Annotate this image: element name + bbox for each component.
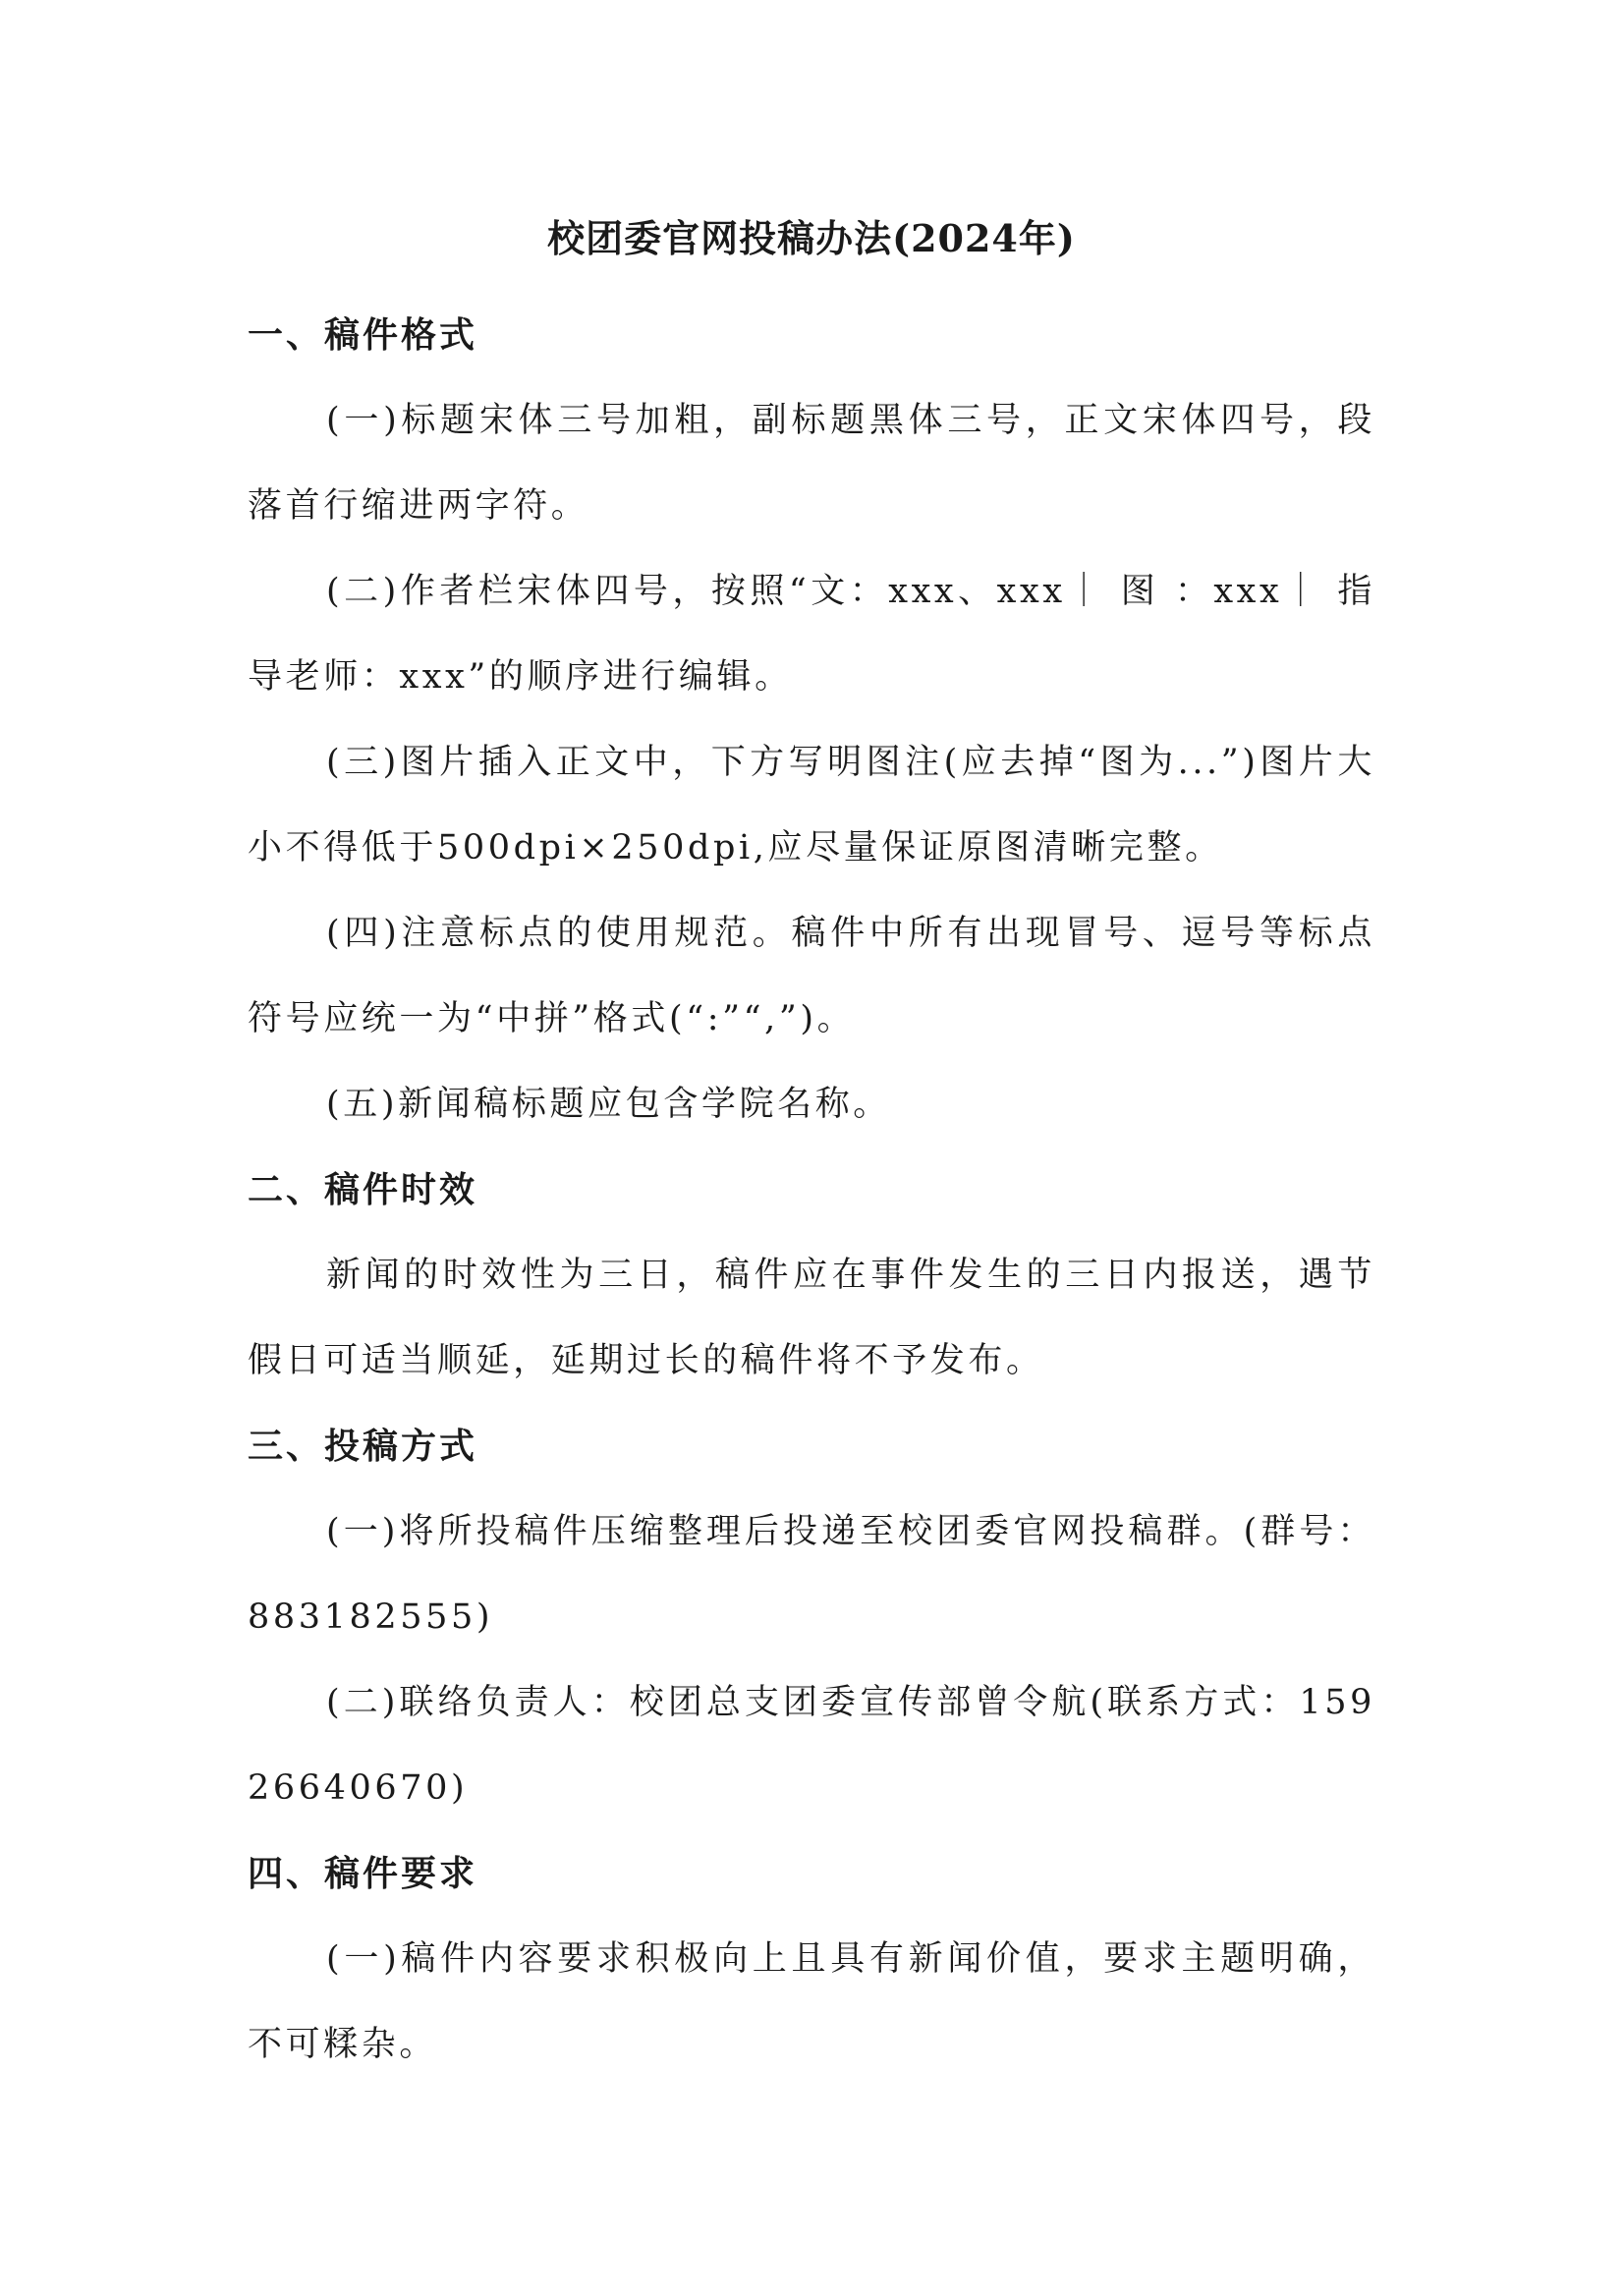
section-heading-timeliness: 二、稿件时效 xyxy=(248,1169,478,1210)
paragraph: (一)标题宋体三号加粗，副标题黑体三号，正文宋体四号，段落首行缩进两字符。 xyxy=(248,401,1375,526)
paragraph: 新闻的时效性为三日，稿件应在事件发生的三日内报送，遇节假日可适当顺延，延期过长的稿件将不予发布。 xyxy=(248,1256,1375,1380)
section-heading-requirements: 四、稿件要求 xyxy=(248,1853,478,1894)
paragraph: (四)注意标点的使用规范。稿件中所有出现冒号、逗号等标点符号应统一为“中拼”格式(“:”“,”)。 xyxy=(248,914,1375,1038)
document-body xyxy=(248,208,1375,2088)
paragraph: (一)将所投稿件压缩整理后投递至校团委官网投稿群。(群号：883182555) xyxy=(248,1512,1375,1637)
paragraph: (二)作者栏宋体四号，按照“文：xxx、xxx｜ 图 ：xxx｜ 指导老师：xxx”的顺序进行编辑。 xyxy=(248,572,1375,697)
paragraph: (二)联络负责人：校团总支团委宣传部曾令航(联系方式：15926640670) xyxy=(248,1683,1375,1808)
section-heading-format: 一、稿件格式 xyxy=(248,314,478,356)
paragraph: (一)稿件内容要求积极向上且具有新闻价值，要求主题明确，不可糅杂。 xyxy=(248,1939,1375,2064)
paragraph: (五)新闻稿标题应包含学院名称。 xyxy=(326,1085,891,1124)
document-title: 校团委官网投稿办法(2024年) xyxy=(547,216,1076,260)
section-heading-submission: 三、投稿方式 xyxy=(248,1426,478,1467)
paragraph: (三)图片插入正文中，下方写明图注(应去掉“图为...”)图片大小不得低于500dpi×250dpi,应尽量保证原图清晰完整。 xyxy=(248,743,1375,868)
